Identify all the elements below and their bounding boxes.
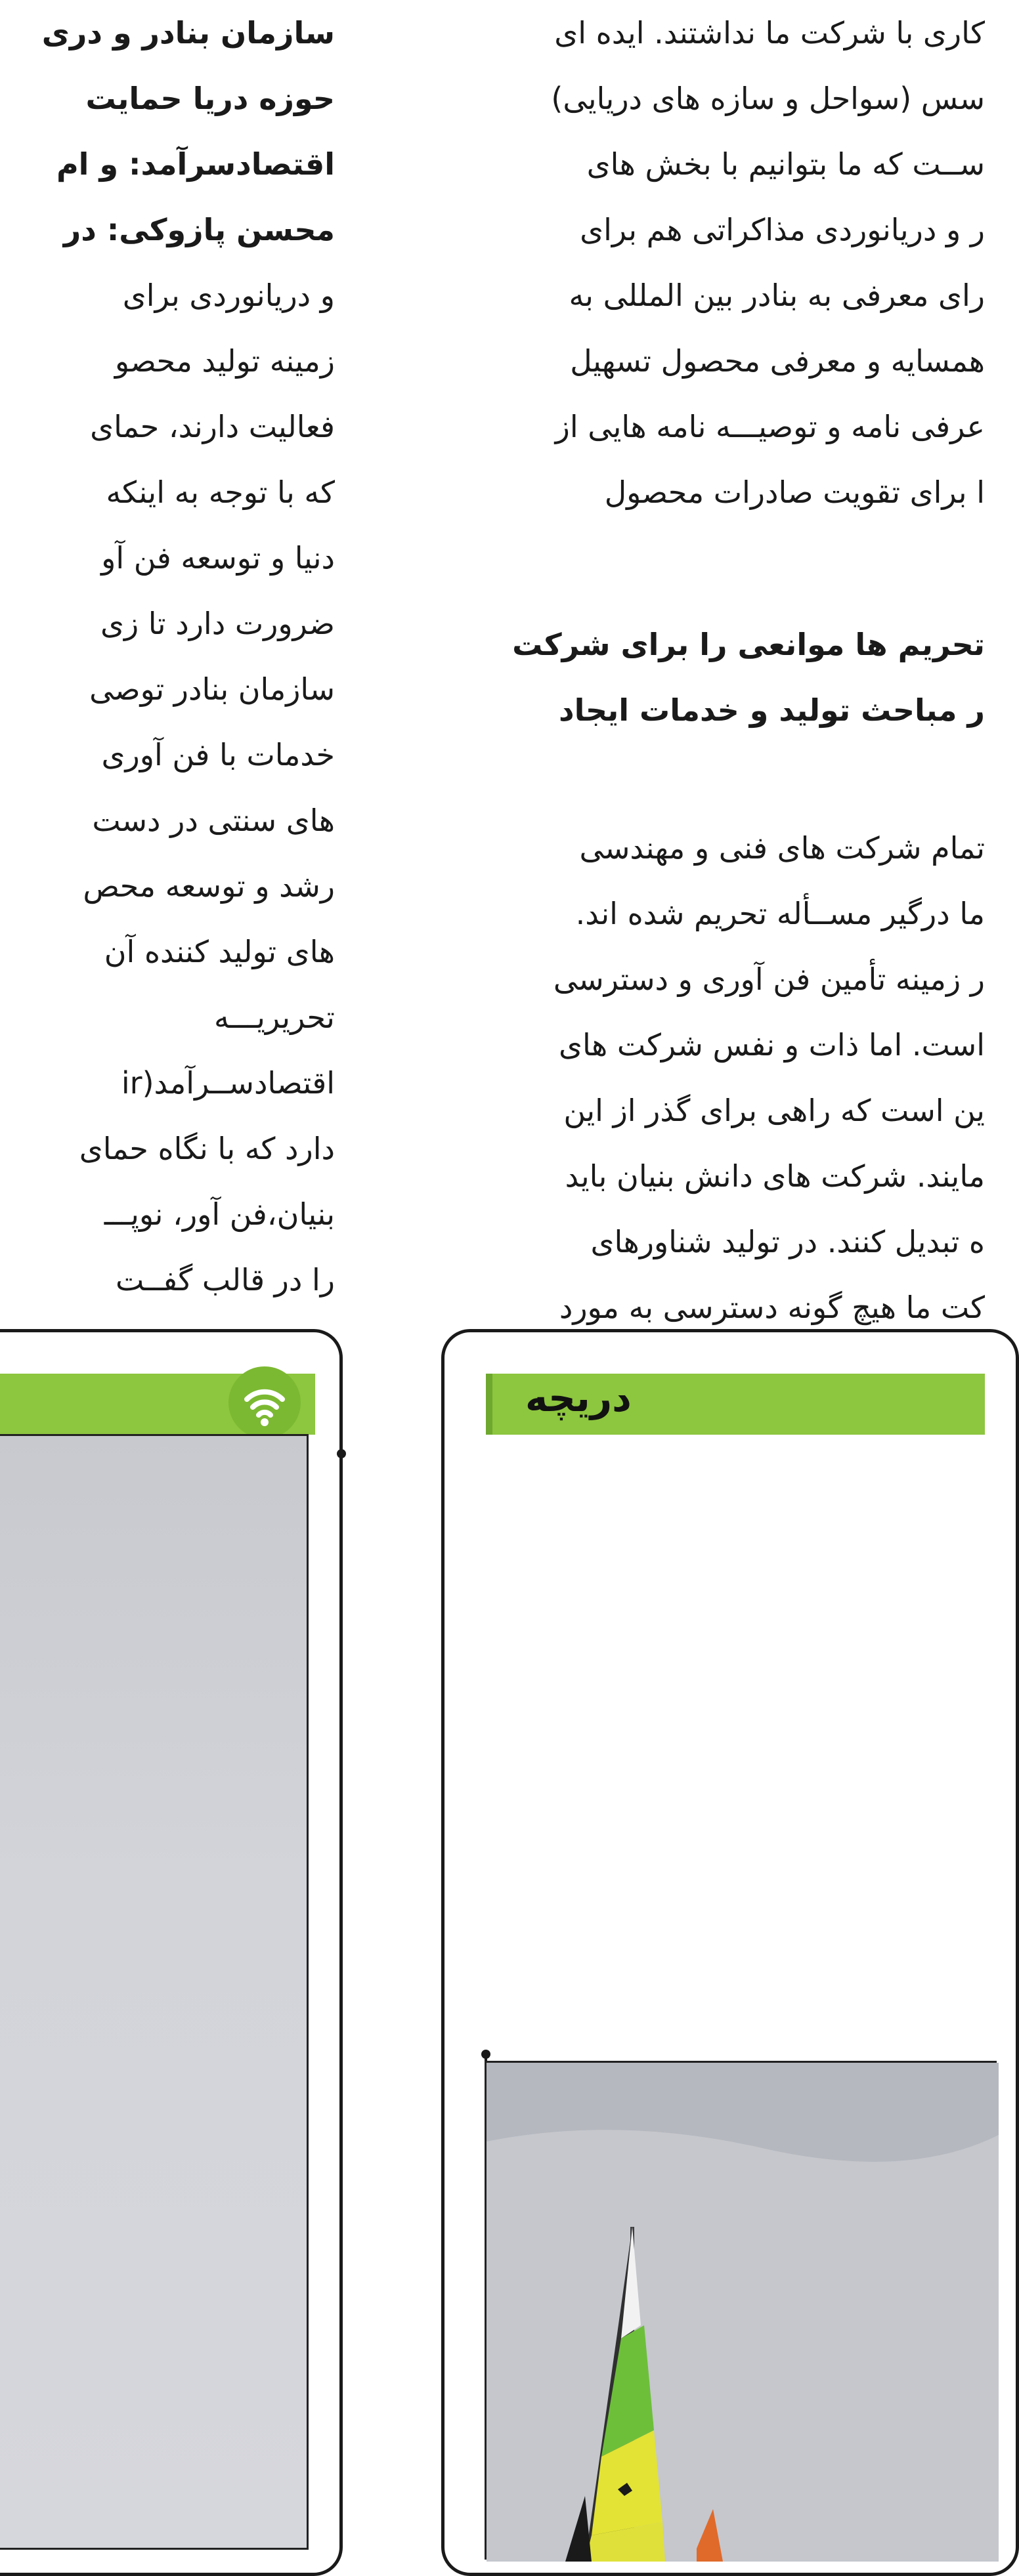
left-divider-dot — [337, 1449, 346, 1458]
body-text-line: رای معرفی به بنادر بین المللی به — [569, 278, 985, 313]
right-divider-dot — [481, 2050, 490, 2059]
body-text-line: کاری با شرکت ما نداشتند. ایده ای — [554, 15, 985, 51]
body-text-line: ر زمینه تأمین فن آوری و دسترسی — [553, 961, 985, 997]
left-text-line: و دریانوردی برای — [122, 278, 335, 313]
left-text-line: که با توجه به اینکه — [106, 475, 335, 510]
body-text-line: ا برای تقویت صادرات محصول — [604, 475, 985, 510]
left-text-line: فعالیت دارند، حمای — [90, 409, 335, 444]
left-divider — [340, 1454, 343, 2540]
left-photo — [0, 1434, 309, 2550]
body-text-line: ســت که ما بتوانیم با بخش های — [586, 146, 985, 182]
body-text-line: ما درگیر مســأله تحریم شده اند. — [575, 896, 985, 931]
body-text-line: تمام شرکت های فنی و مهندسی — [579, 830, 985, 866]
left-text-line: دنیا و توسعه فن آو — [101, 540, 335, 576]
body-text-line: مایند. شرکت های دانش بنیان باید — [565, 1158, 985, 1194]
body-text-line: ین است که راهی برای گذر از این — [563, 1093, 985, 1128]
left-text-line: اقتصادســرآمد(ir — [121, 1065, 335, 1101]
left-text-line: محسن پازوکی: در — [63, 212, 335, 247]
body-text-line: ه تبدیل کنند. در تولید شناورهای — [590, 1224, 985, 1259]
body-text-line: است. اما ذات و نفس شرکت های — [558, 1027, 985, 1063]
left-text-line: های سنتی در دست — [92, 803, 335, 838]
body-text-line: سس (سواحل و سازه های دریایی) — [551, 81, 985, 116]
heading-line: ر مباحث تولید و خدمات ایجاد — [558, 692, 985, 728]
left-text-line: اقتصادسرآمد: و ام — [56, 146, 335, 182]
left-text-line: زمینه تولید محصو — [114, 343, 335, 379]
left-text-line: های تولید کننده آن — [104, 934, 335, 969]
left-text-line: بنیان،فن آور، نوپـــ — [104, 1196, 335, 1232]
box-title: دریچه — [525, 1376, 632, 1420]
body-text-line: عرفی نامه و توصیـــه نامه هایی از — [555, 409, 985, 444]
paragraph-1 — [414, 0, 985, 525]
left-text-line: تحریریـــه — [214, 1000, 335, 1035]
heading-line: تحریم ها موانعی را برای شرکت — [512, 627, 985, 662]
left-text-line: خدمات با فن آوری — [101, 737, 335, 772]
sailboat-photo — [485, 2061, 997, 2560]
left-text-line: ضرورت دارد تا زی — [100, 606, 335, 641]
left-text-line: حوزه دریا حمایت — [85, 81, 335, 116]
left-text-line: رشد و توسعه محص — [83, 868, 335, 904]
left-text-line: را در قالب گفــت — [115, 1262, 335, 1298]
left-text-line: دارد که با نگاه حمای — [79, 1131, 335, 1166]
body-text-line: ر و دریانوردی مذاکراتی هم برای — [580, 212, 985, 247]
body-text-line: کت ما هیچ گونه دسترسی به مورد — [559, 1290, 985, 1325]
right-column — [414, 0, 985, 1325]
left-text-line: سازمان بنادر توصی — [89, 671, 335, 707]
left-column — [0, 0, 335, 1298]
left-text-line: سازمان بنادر و دری — [41, 15, 335, 51]
wifi-icon — [228, 1366, 301, 1439]
body-text-line: همسایه و معرفی محصول تسهیل — [570, 343, 985, 379]
section-heading — [414, 612, 985, 743]
